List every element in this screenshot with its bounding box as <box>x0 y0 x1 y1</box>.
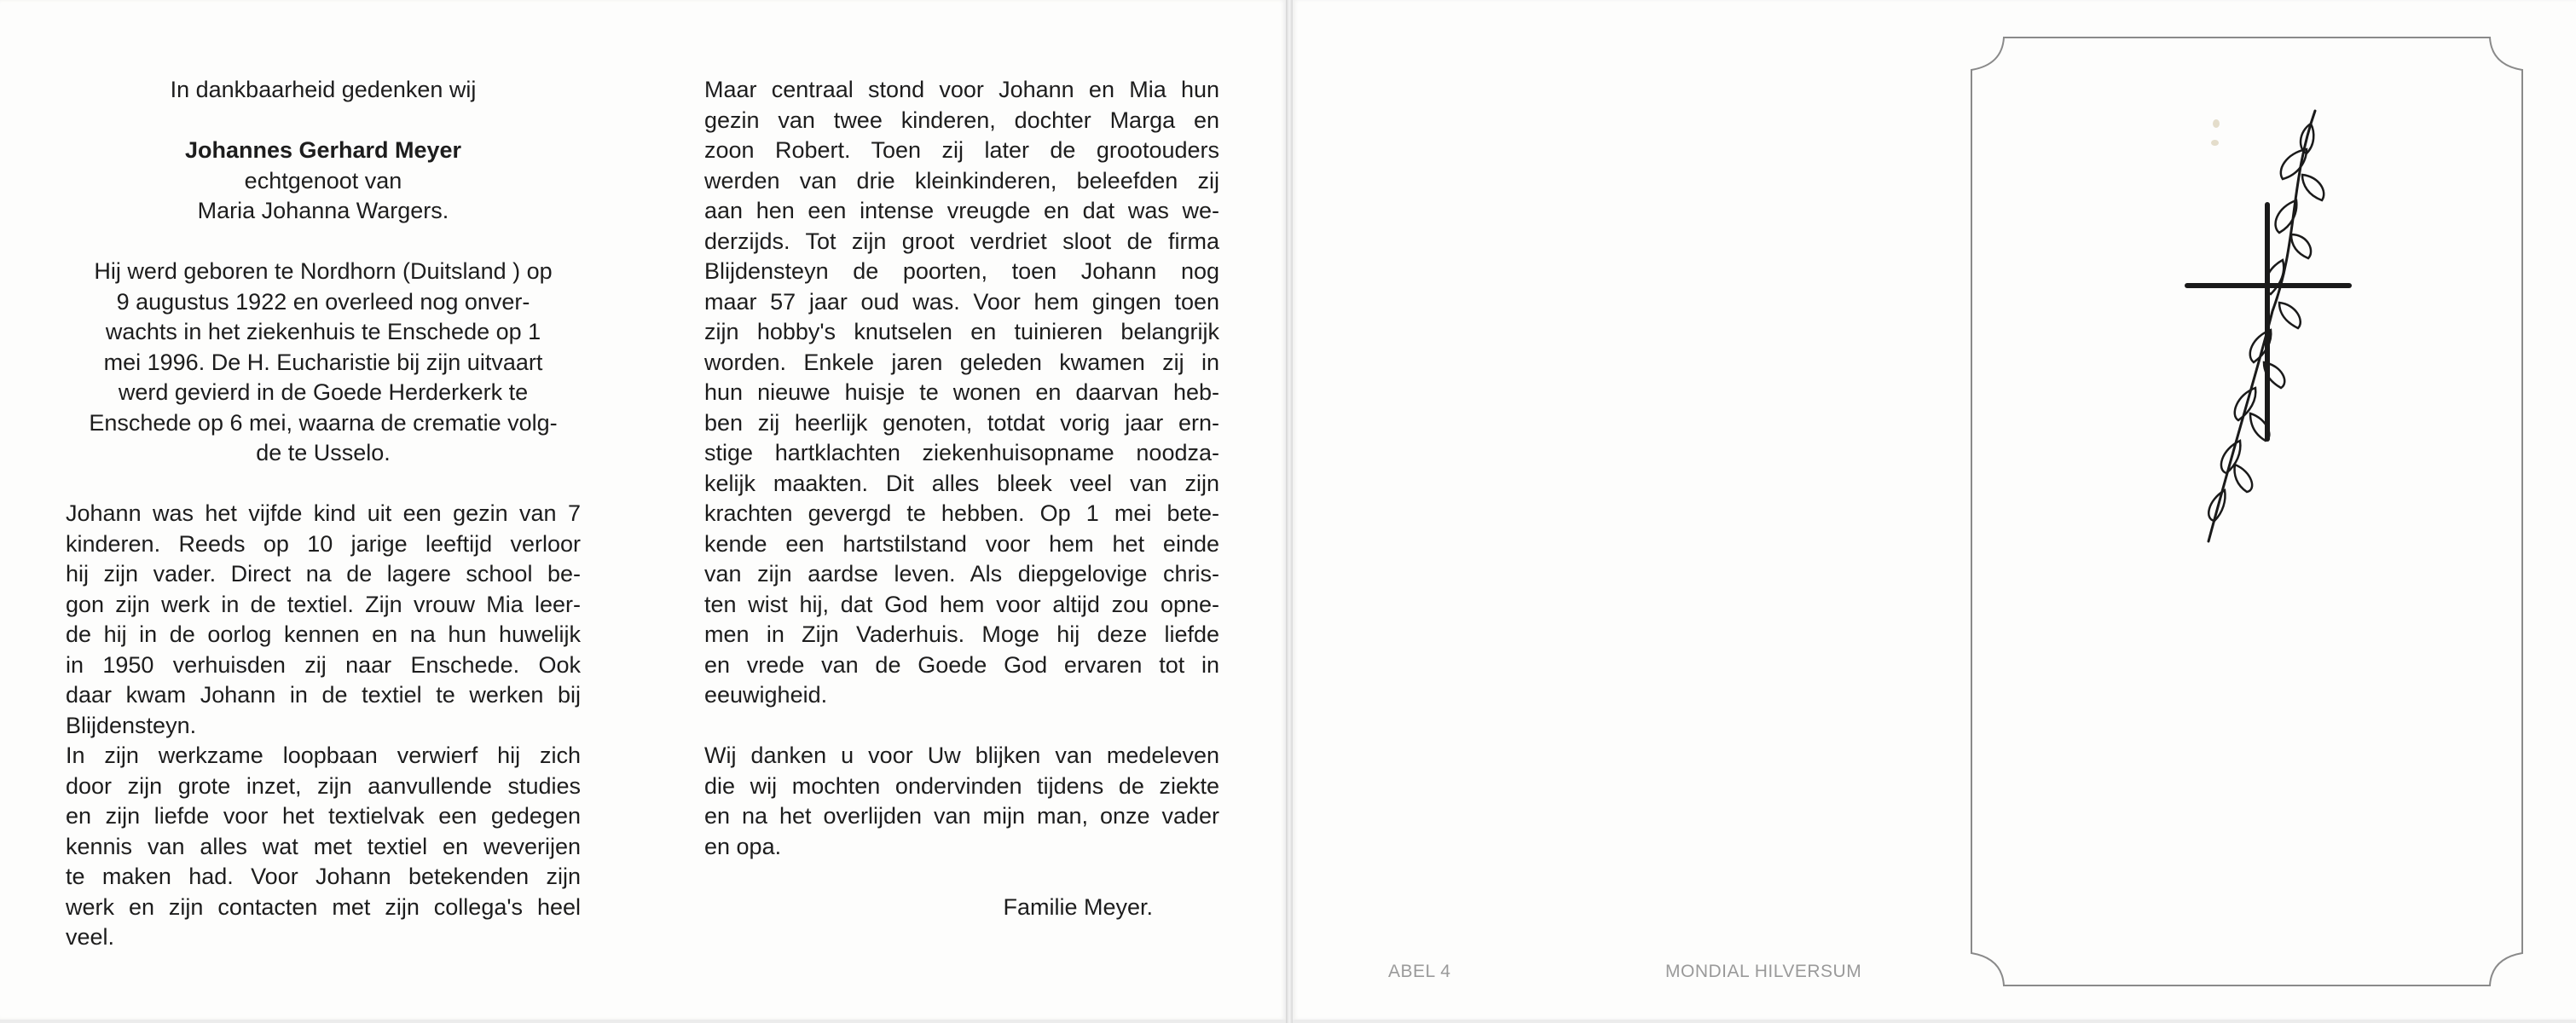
text-line: mei 1996. De H. Eucharistie bij zijn uitvaart <box>103 349 543 375</box>
text-line: kende een hartstilstand voor hem het einde <box>704 530 1219 557</box>
text-line: Hij werd geboren te Nordhorn (Duitsland ) op <box>94 258 553 284</box>
text-line: en vrede van de Goede God ervaren tot in <box>704 651 1219 678</box>
intro-line: In dankbaarheid gedenken wij <box>170 77 477 102</box>
printer-imprint: MONDIAL HILVERSUM <box>1665 962 1862 981</box>
text-line: Johann was het vijfde kind uit een gezin van 7 <box>66 500 581 526</box>
text-line: de hij in de oorlog kennen en na hun huwelijk <box>66 621 581 647</box>
text-line: derzijds. Tot zijn groot verdriet sloot de firma <box>704 228 1219 254</box>
text-line: ten wist hij, dat God hem voor altijd zou opne- <box>704 591 1219 617</box>
text-line: hij zijn vader. Direct na de lagere school be- <box>66 561 581 587</box>
deceased-name: Johannes Gerhard Meyer <box>184 137 462 163</box>
text-line: 9 augustus 1922 en overleed nog onver- <box>116 288 530 315</box>
text-line: zoon Robert. Toen zij later de grootouders <box>704 137 1219 163</box>
text-line: aan hen een intense vreugde en dat was we- <box>704 198 1219 223</box>
text-line: ben zij heerlijk genoten, totdat vorig jaar ern- <box>704 409 1219 436</box>
text-line: daar kwam Johann in de textiel te werken bij <box>66 682 581 708</box>
text-line: en na het overlijden van mijn man, onze vader <box>704 803 1219 829</box>
text-line: Blijdensteyn. <box>66 712 197 738</box>
text-line: in 1950 verhuisden zij naar Enschede. Ook <box>66 651 581 678</box>
text-line: werd gevierd in de Goede Herderkerk te <box>118 379 529 405</box>
family-signature: Familie Meyer. <box>1003 893 1153 920</box>
text-line: Blijdensteyn de poorten, toen Johann nog <box>704 258 1219 284</box>
text-line: eeuwigheid. <box>704 682 828 708</box>
text-line: Enschede op 6 mei, waarna de crematie volg- <box>89 409 558 436</box>
text-line: wachts in het ziekenhuis te Enschede op 1 <box>105 319 541 344</box>
left-text-column <box>66 75 581 953</box>
card-inner-spread <box>0 0 1286 1020</box>
text-line: krachten gevergd te hebben. Op 1 mei bete- <box>704 500 1219 526</box>
card-fold <box>1286 0 1293 1023</box>
text-line: door zijn grote inzet, zijn aanvullende studies <box>66 772 581 799</box>
text-line: kinderen. Reeds op 10 jarige leeftijd verloor <box>66 530 581 557</box>
thanks-paragraph <box>704 741 1219 862</box>
text-line: In zijn werkzame loopbaan verwierf hij zich <box>66 743 581 768</box>
family-paragraph <box>704 75 1219 711</box>
cross-with-olive-branch-icon <box>2179 107 2358 550</box>
text-line: van zijn aardse leven. Als diepgelovige chris- <box>704 561 1219 587</box>
text-line: kelijk maakten. Dit alles bleek veel van zijn <box>704 470 1219 496</box>
text-line: worden. Enkele jaren geleden kwamen zij in <box>704 349 1219 375</box>
text-line: kennis van alles wat met textiel en weverijen <box>66 833 581 859</box>
text-line: Wij danken u voor Uw blijken van medeleven <box>704 743 1219 768</box>
text-line: maar 57 jaar oud was. Voor hem gingen toen <box>704 288 1219 315</box>
right-text-column <box>704 75 1219 922</box>
text-line: die wij mochten ondervinden tijdens de ziekte <box>704 772 1219 799</box>
text-line: men in Zijn Vaderhuis. Moge hij deze liefde <box>704 621 1219 647</box>
text-line: en zijn liefde voor het textielvak een gedegen <box>66 803 581 829</box>
text-line: en opa. <box>704 833 782 859</box>
spouse-name: Maria Johanna Wargers. <box>197 198 449 223</box>
text-line: werden van drie kleinkinderen, beleefden zij <box>704 167 1219 194</box>
spouse-line: echtgenoot van <box>244 167 402 194</box>
text-line: werk en zijn contacten met zijn collega's heel <box>66 893 581 920</box>
text-line: zijn hobby's knutselen en tuinieren belangrijk <box>704 319 1219 344</box>
birth-paragraph <box>66 257 581 469</box>
text-line: gezin van twee kinderen, dochter Marga en <box>704 107 1219 133</box>
life-paragraph <box>66 499 581 953</box>
text-line: veel. <box>66 924 115 950</box>
text-line: gon zijn werk in de textiel. Zijn vrouw Mia leer- <box>66 591 581 617</box>
card-model-code: ABEL 4 <box>1388 962 1451 981</box>
text-line: hun nieuwe huisje te wonen en daarvan heb- <box>704 379 1219 405</box>
text-line: stige hartklachten ziekenhuisopname noodza- <box>704 440 1219 465</box>
text-line: de te Usselo. <box>256 440 391 465</box>
text-line: te maken had. Voor Johann betekenden zijn <box>66 864 581 889</box>
text-line: Maar centraal stond voor Johann en Mia hun <box>704 77 1219 102</box>
